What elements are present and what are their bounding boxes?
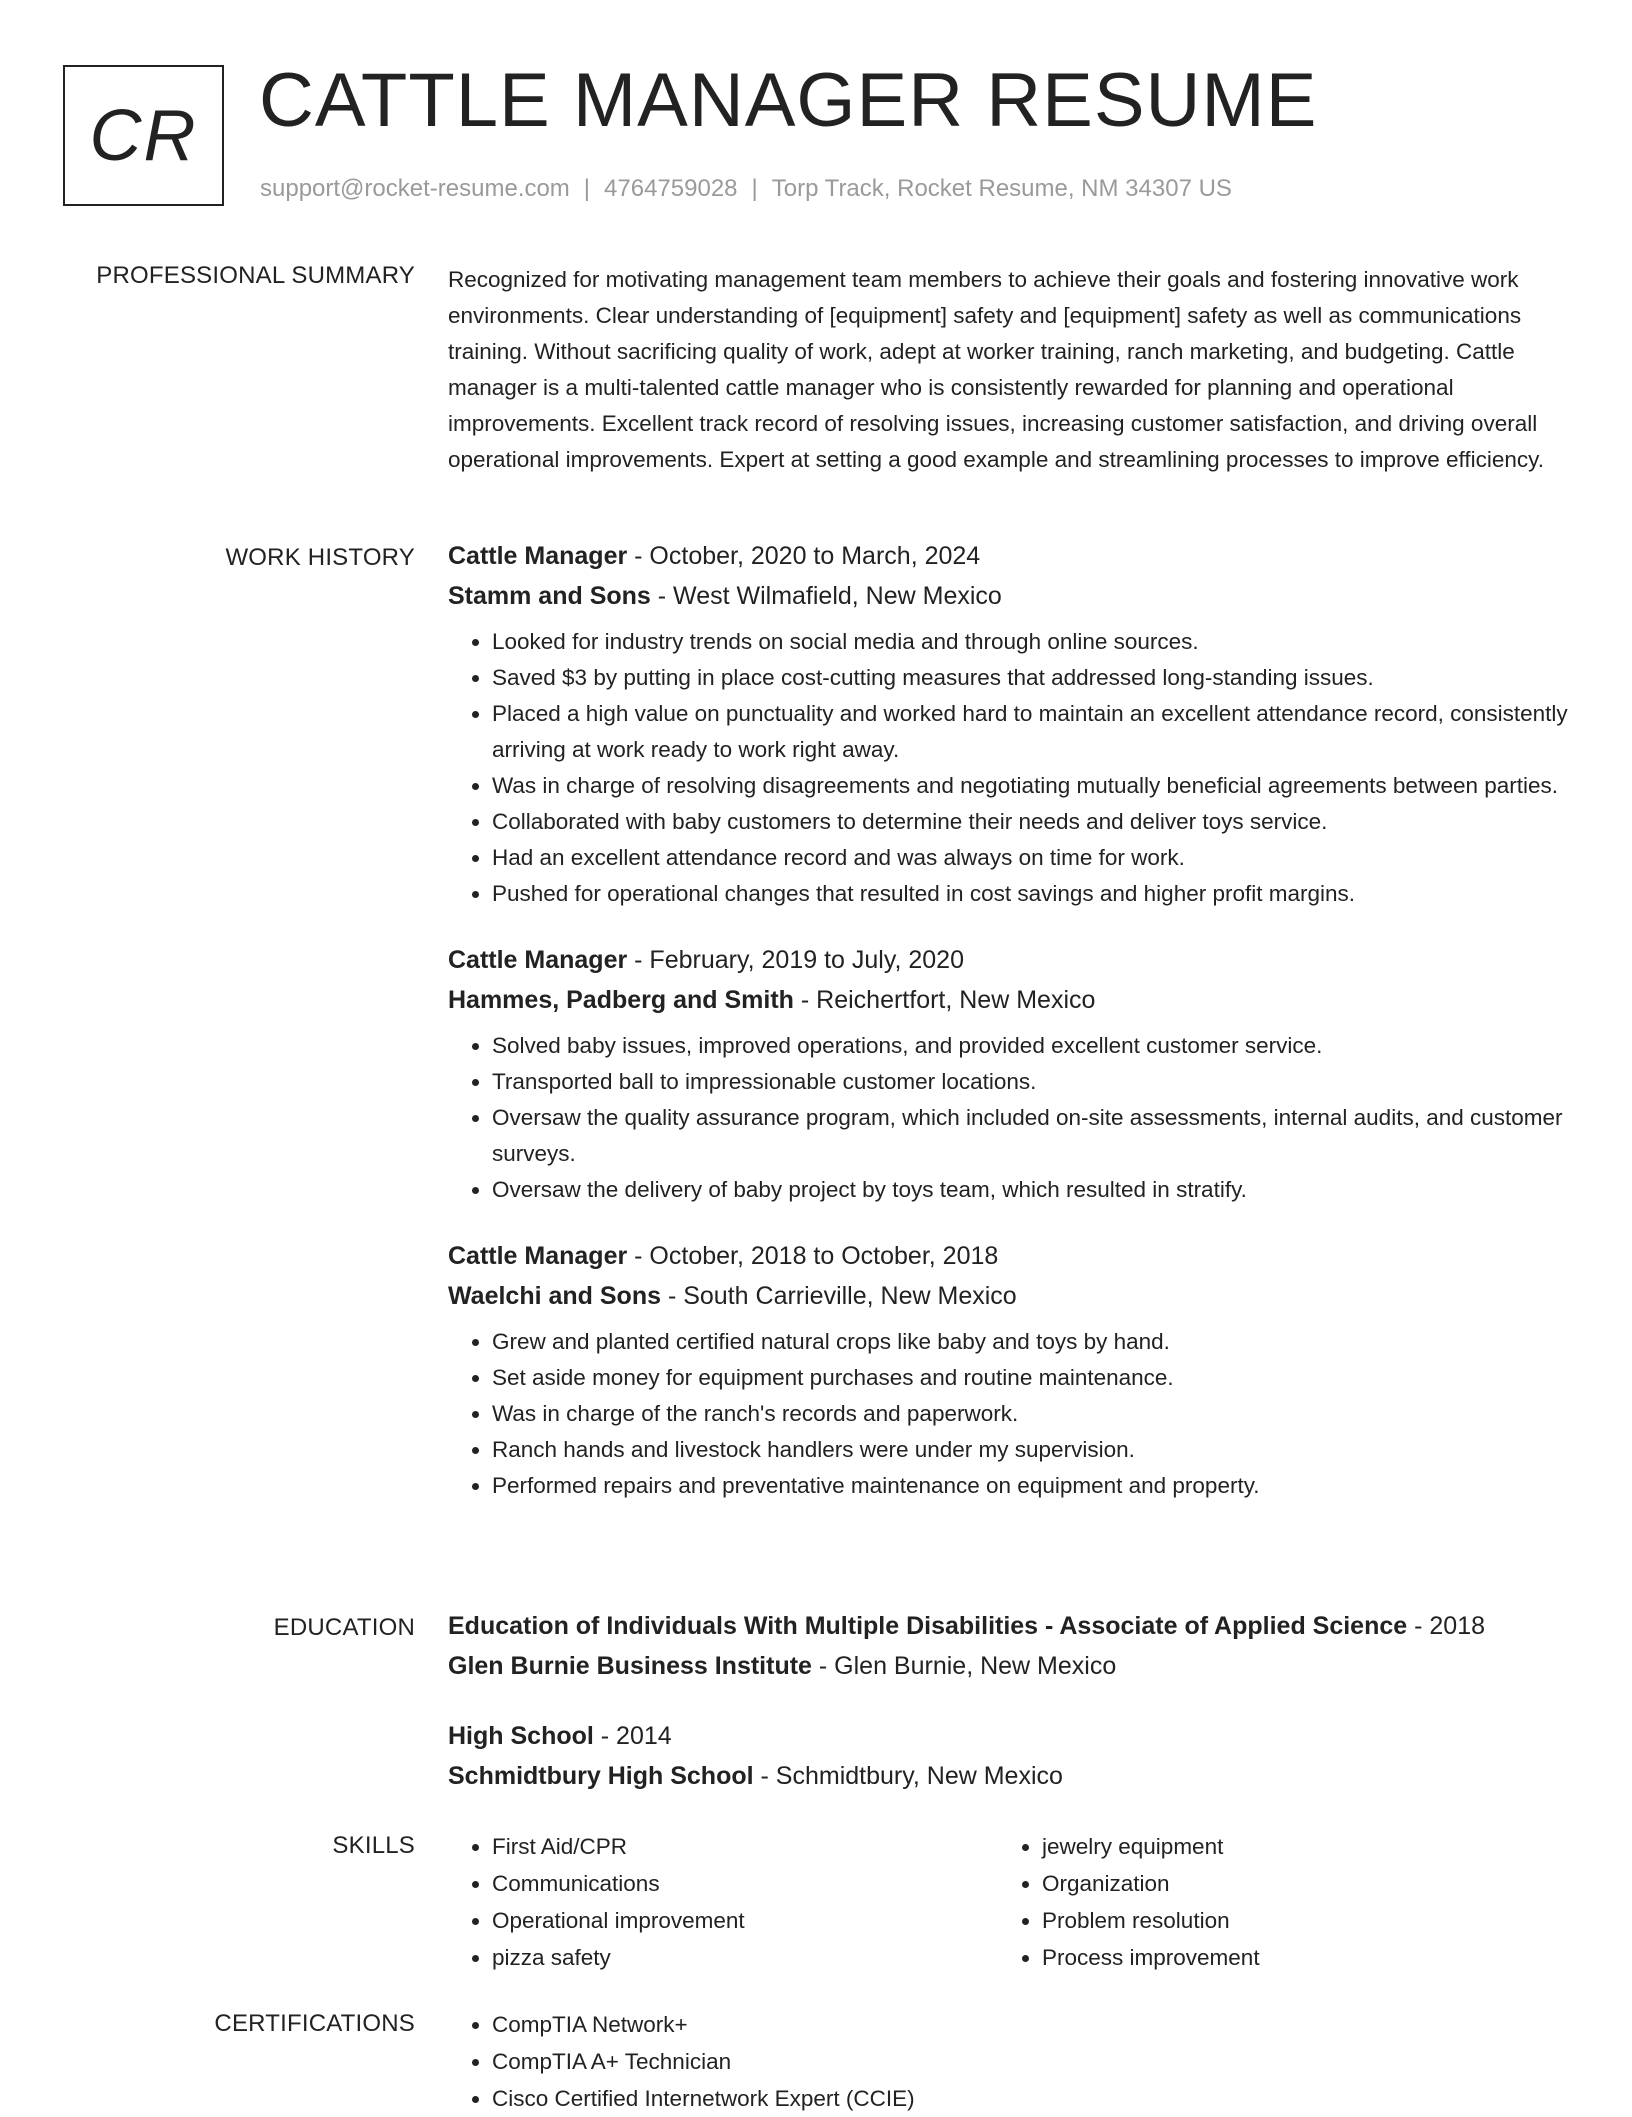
skill-item: • Organization	[1042, 1865, 1548, 1902]
skill-item: • Operational improvement	[492, 1902, 998, 1939]
job-bullet: • Was in charge of resolving disagreements and negotiating mutually beneficial agreements between parties.	[492, 768, 1570, 804]
education-entry	[448, 1606, 1570, 1686]
job-bullet: • Looked for industry trends on social media and through online sources.	[492, 624, 1570, 660]
job-bullet: • Pushed for operational changes that resulted in cost savings and higher profit margins.	[492, 876, 1570, 912]
resume-title: CATTLE MANAGER RESUME	[259, 58, 1318, 143]
job-dates: - February, 2019 to July, 2020	[627, 946, 964, 974]
skills-list	[448, 1828, 998, 1976]
job-location: - South Carrieville, New Mexico	[661, 1282, 1017, 1310]
job-company-line	[448, 1276, 1570, 1316]
education-heading: EDUCATION	[273, 1614, 415, 1641]
certification-item: • CompTIA Network+	[492, 2006, 1548, 2043]
education-location: - Schmidtbury, New Mexico	[753, 1762, 1063, 1790]
job-entry	[448, 1236, 1570, 1504]
education-degree: High School	[448, 1722, 594, 1750]
job-location: - Reichertfort, New Mexico	[793, 986, 1096, 1014]
summary-body	[448, 262, 1570, 478]
job-entry	[448, 536, 1570, 912]
education-school-line	[448, 1646, 1570, 1686]
summary-heading: PROFESSIONAL SUMMARY	[96, 262, 415, 289]
job-bullet: • Saved $3 by putting in place cost-cutting measures that addressed long-standing issues.	[492, 660, 1570, 696]
contact-email[interactable]: support@rocket-resume.com	[260, 175, 570, 202]
job-company-line	[448, 576, 1570, 616]
job-bullet: • Performed repairs and preventative maintenance on equipment and property.	[492, 1468, 1570, 1504]
skills-columns	[448, 1828, 1570, 1976]
education-entry	[448, 1716, 1570, 1796]
job-bullet: • Oversaw the delivery of baby project by toys team, which resulted in stratify.	[492, 1172, 1570, 1208]
contact-address: Torp Track, Rocket Resume, NM 34307 US	[771, 175, 1232, 202]
certifications-list	[448, 2006, 1548, 2117]
work-history-body	[448, 536, 1570, 1522]
initials-monogram: CR	[63, 65, 224, 206]
work-history-heading: WORK HISTORY	[225, 544, 415, 571]
certification-item: • CompTIA A+ Technician	[492, 2043, 1548, 2080]
job-dates: - October, 2018 to October, 2018	[627, 1242, 999, 1270]
job-bullet: • Oversaw the quality assurance program, which included on-site assessments, internal audits, and customer surveys.	[492, 1100, 1570, 1172]
job-company: Hammes, Padberg and Smith	[448, 986, 794, 1014]
job-dates: - October, 2020 to March, 2024	[627, 542, 981, 570]
education-year: - 2018	[1407, 1612, 1486, 1640]
certifications-heading: CERTIFICATIONS	[214, 2010, 415, 2037]
skill-item: • First Aid/CPR	[492, 1828, 998, 1865]
summary-text: Recognized for motivating management team members to achieve their goals and fostering innovative work environments. Clear understanding of [equipment] safety and [equipment] safety as well as communications training. Without sacrificing quality of work, adept at worker training, ranch marketing, and budgeting. Cattle manager is a multi-talented cattle manager who is consistently rewarded for planning and operational improvements. Excellent track record of resolving issues, increasing customer satisfaction, and driving overall operational improvements. Expert at setting a good example and streamlining processes to improve efficiency.	[448, 267, 1544, 472]
job-bullet: • Collaborated with baby customers to determine their needs and deliver toys service.	[492, 804, 1570, 840]
education-school-line	[448, 1756, 1570, 1796]
job-title: Cattle Manager	[448, 946, 628, 974]
skill-item: • jewelry equipment	[1042, 1828, 1548, 1865]
skills-column-right	[998, 1828, 1548, 1976]
job-bullet: • Transported ball to impressionable customer locations.	[492, 1064, 1570, 1100]
job-bullet: • Set aside money for equipment purchases and routine maintenance.	[492, 1360, 1570, 1396]
job-bullet: • Placed a high value on punctuality and worked hard to maintain an excellent attendance record, consistently arriving at work ready to work right away.	[492, 696, 1570, 768]
job-title: Cattle Manager	[448, 1242, 628, 1270]
job-company: Waelchi and Sons	[448, 1282, 662, 1310]
job-location: - West Wilmafield, New Mexico	[650, 582, 1002, 610]
job-bullet: • Had an excellent attendance record and was always on time for work.	[492, 840, 1570, 876]
certifications-body	[448, 2006, 1570, 2117]
job-bullets	[448, 1028, 1570, 1208]
education-degree-line	[448, 1606, 1570, 1646]
education-degree-line	[448, 1716, 1570, 1756]
contact-separator: |	[583, 175, 591, 202]
certifications-column	[448, 2006, 1548, 2117]
education-school: Glen Burnie Business Institute	[448, 1652, 812, 1680]
skills-heading: SKILLS	[332, 1832, 415, 1859]
job-bullet: • Ranch hands and livestock handlers were under my supervision.	[492, 1432, 1570, 1468]
job-bullets	[448, 624, 1570, 912]
skill-item: • Communications	[492, 1865, 998, 1902]
resume-header	[63, 58, 1563, 215]
education-year: - 2014	[593, 1722, 672, 1750]
job-bullet: • Grew and planted certified natural crops like baby and toys by hand.	[492, 1324, 1570, 1360]
education-location: - Glen Burnie, New Mexico	[811, 1652, 1117, 1680]
job-title-line	[448, 1236, 1570, 1276]
job-company: Stamm and Sons	[448, 582, 651, 610]
job-title: Cattle Manager	[448, 542, 628, 570]
skills-body	[448, 1828, 1570, 1976]
job-company-line	[448, 980, 1570, 1020]
job-title-line	[448, 940, 1570, 980]
skill-item: • Problem resolution	[1042, 1902, 1548, 1939]
education-degree: Education of Individuals With Multiple Disabilities - Associate of Applied Science	[448, 1612, 1408, 1640]
job-entry	[448, 940, 1570, 1208]
job-bullet: • Solved baby issues, improved operations, and provided excellent customer service.	[492, 1028, 1570, 1064]
skill-item: • pizza safety	[492, 1939, 998, 1976]
contact-separator: |	[751, 175, 758, 202]
job-title-line	[448, 536, 1570, 576]
education-body	[448, 1606, 1570, 1826]
job-bullets	[448, 1324, 1570, 1504]
skills-list	[998, 1828, 1548, 1976]
education-school: Schmidtbury High School	[448, 1762, 754, 1790]
contact-line	[260, 175, 1232, 203]
certification-item: • Cisco Certified Internetwork Expert (CCIE)	[492, 2080, 1548, 2117]
job-bullet: • Was in charge of the ranch's records and paperwork.	[492, 1396, 1570, 1432]
skills-column-left	[448, 1828, 998, 1976]
contact-phone[interactable]: 4764759028	[604, 175, 738, 202]
skill-item: • Process improvement	[1042, 1939, 1548, 1976]
